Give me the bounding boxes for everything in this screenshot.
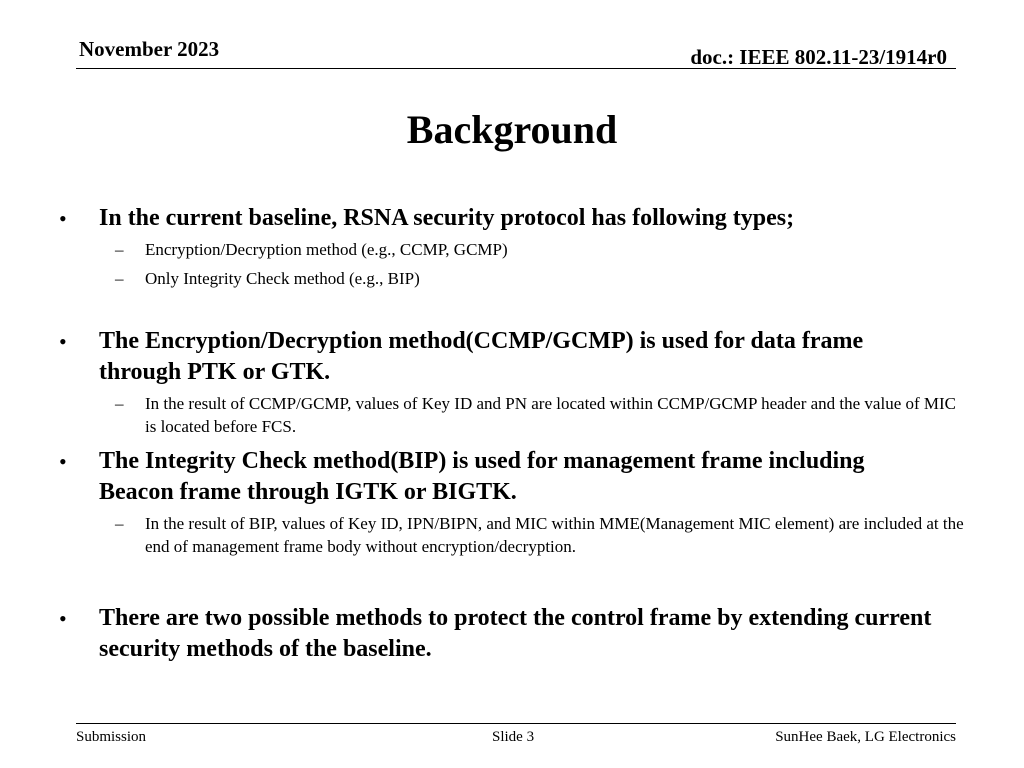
bullet-item	[59, 326, 944, 388]
bullet-marker: •	[59, 449, 67, 474]
bullet-item	[59, 603, 944, 665]
bullet-marker: •	[59, 329, 67, 354]
bullet-text: The Encryption/Decryption method(CCMP/GCMP) is used for data frame through PTK or GTK.	[99, 328, 864, 385]
footer-divider	[76, 723, 956, 724]
header-doc-id: doc.: IEEE 802.11-23/1914r0	[690, 45, 947, 69]
sub-bullet-item	[115, 512, 965, 558]
sub-bullet-text: In the result of CCMP/GCMP, values of Key ID and PN are located within CCMP/GCMP header and the value of MIC is located before FCS.	[145, 394, 957, 436]
sub-bullet-item	[115, 267, 965, 290]
header-divider	[76, 68, 956, 69]
sub-bullet-marker: –	[115, 269, 124, 288]
footer-author: SunHee Baek, LG Electronics	[775, 729, 956, 745]
sub-bullet-marker: –	[115, 514, 124, 533]
bullet-marker: •	[59, 606, 67, 631]
bullet-item	[59, 446, 944, 508]
footer-slide-number: Slide 3	[492, 729, 535, 745]
sub-bullet-text: Only Integrity Check method (e.g., BIP)	[145, 269, 420, 288]
bullet-text: The Integrity Check method(BIP) is used for management frame including Beacon frame through IGTK or BIGTK.	[99, 448, 865, 505]
sub-bullet-marker: –	[115, 240, 124, 259]
footer-submission: Submission	[76, 729, 147, 745]
sub-bullet-marker: –	[115, 394, 124, 413]
bullet-item	[59, 203, 944, 234]
sub-bullet-item	[115, 392, 965, 438]
sub-bullet-item	[115, 238, 965, 261]
sub-bullet-text: Encryption/Decryption method (e.g., CCMP, GCMP)	[145, 240, 508, 259]
slide-title: Background	[406, 107, 618, 152]
sub-bullet-text: In the result of BIP, values of Key ID, IPN/BIPN, and MIC within MME(Management MIC element) are included at the end of management frame body without encryption/decryption.	[145, 514, 964, 556]
header-date: November 2023	[79, 37, 220, 61]
bullet-text: In the current baseline, RSNA security protocol has following types;	[99, 205, 795, 231]
bullet-marker: •	[59, 206, 67, 231]
bullet-text: There are two possible methods to protect the control frame by extending current security methods of the baseline.	[99, 605, 932, 662]
